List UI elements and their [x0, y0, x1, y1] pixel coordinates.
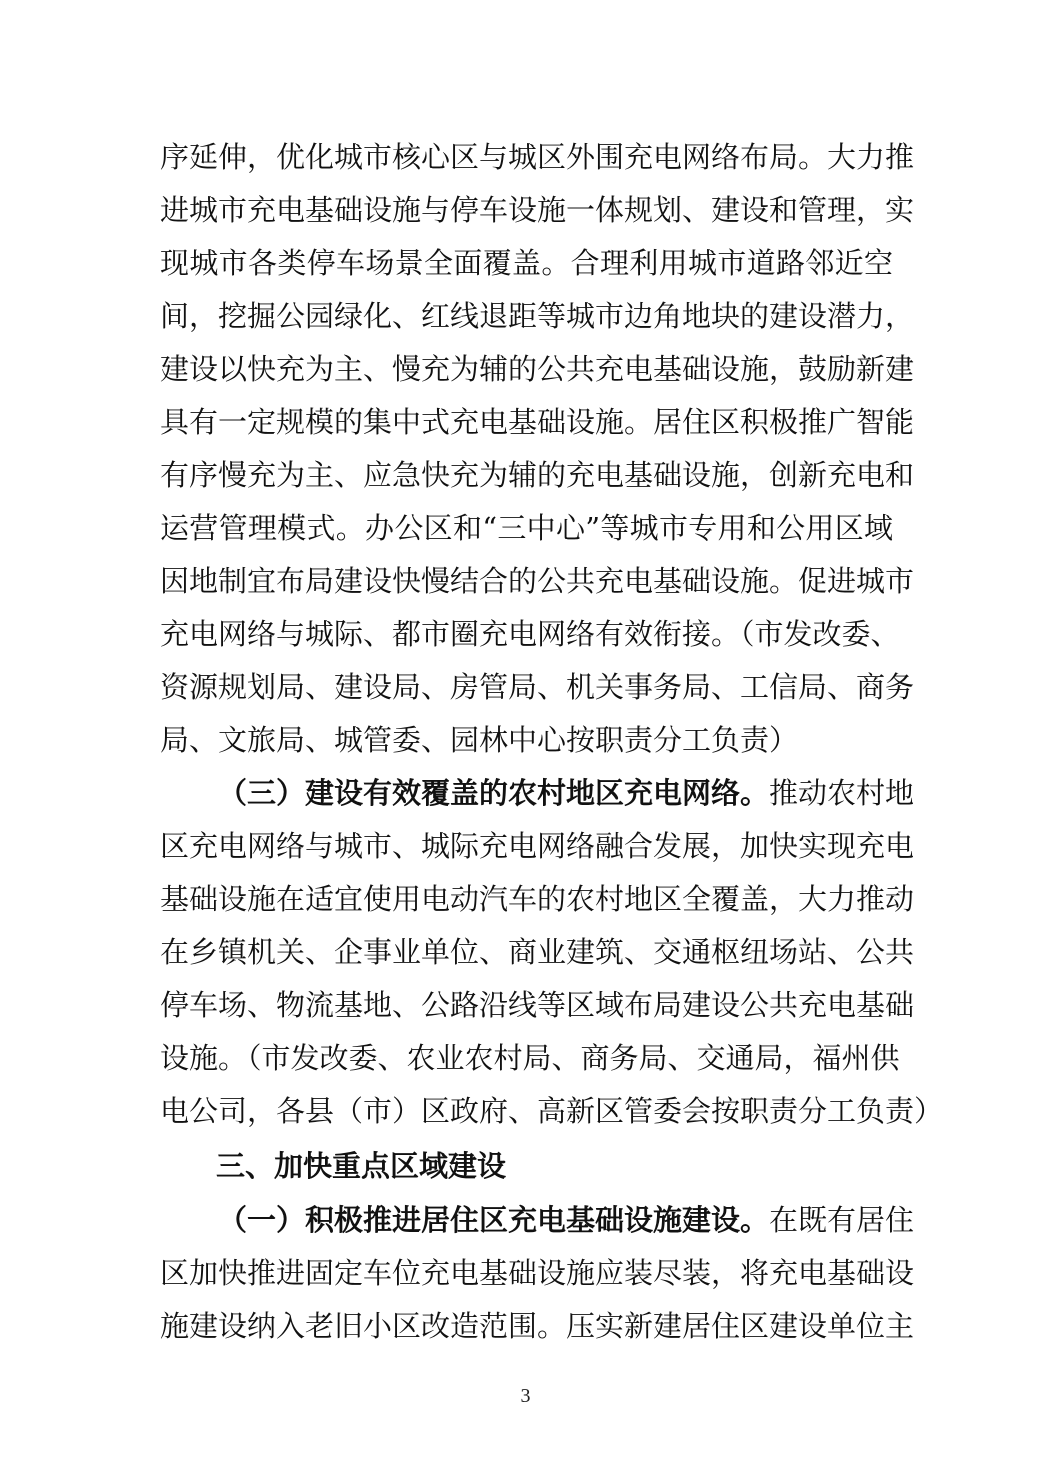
section-lead-text: 推动农村地 [769, 776, 915, 810]
body-line: 间，挖掘公园绿化、红线退距等城市边角地块的建设潜力， [160, 299, 915, 333]
body-line: 建设以快充为主、慢充为辅的公共充电基础设施，鼓励新建 [160, 352, 915, 386]
body-line: 局、文旅局、城管委、园林中心按职责分工负责） [160, 723, 799, 757]
body-line: 有序慢充为主、应急快充为辅的充电基础设施，创新充电和 [160, 458, 915, 492]
body-line: 施建设纳入老旧小区改造范围。压实新建居住区建设单位主 [160, 1309, 915, 1343]
body-line: 电公司，各县（市）区政府、高新区管委会按职责分工负责） [160, 1094, 944, 1128]
section-lead-text: 在既有居住 [769, 1203, 915, 1237]
body-line: 序延伸，优化城市核心区与城区外围充电网络布局。大力推 [160, 140, 915, 174]
body-line: 设施。（市发改委、农业农村局、商务局、交通局，福州供 [160, 1041, 900, 1075]
body-line: 资源规划局、建设局、房管局、机关事务局、工信局、商务 [160, 670, 915, 704]
body-line: 停车场、物流基地、公路沿线等区域布局建设公共充电基础 [160, 988, 915, 1022]
body-line: 基础设施在适宜使用电动汽车的农村地区全覆盖，大力推动 [160, 882, 915, 916]
section-lead-title: （三）建设有效覆盖的农村地区充电网络。 [218, 776, 770, 810]
section-heading: 三、加快重点区域建设 [216, 1149, 507, 1183]
body-line: 进城市充电基础设施与停车设施一体规划、建设和管理，实 [160, 193, 915, 227]
page-number: 3 [520, 1385, 531, 1407]
body-line: 现城市各类停车场景全面覆盖。合理利用城市道路邻近空 [160, 246, 893, 280]
section-paragraph-start [218, 1200, 915, 1240]
body-line: 在乡镇机关、企事业单位、商业建筑、交通枢纽场站、公共 [160, 935, 915, 969]
body-line: 充电网络与城际、都市圈充电网络有效衔接。（市发改委、 [160, 617, 900, 651]
body-line: 因地制宜布局建设快慢结合的公共充电基础设施。促进城市 [160, 564, 915, 598]
body-line: 区充电网络与城市、城际充电网络融合发展，加快实现充电 [160, 829, 915, 863]
body-line: 运营管理模式。办公区和“三中心”等城市专用和公用区域 [160, 511, 893, 545]
body-line: 具有一定规模的集中式充电基础设施。居住区积极推广智能 [160, 405, 915, 439]
body-line: 区加快推进固定车位充电基础设施应装尽装，将充电基础设 [160, 1256, 915, 1290]
section-paragraph-start [218, 773, 915, 813]
section-lead-title: （一）积极推进居住区充电基础设施建设。 [218, 1203, 770, 1237]
